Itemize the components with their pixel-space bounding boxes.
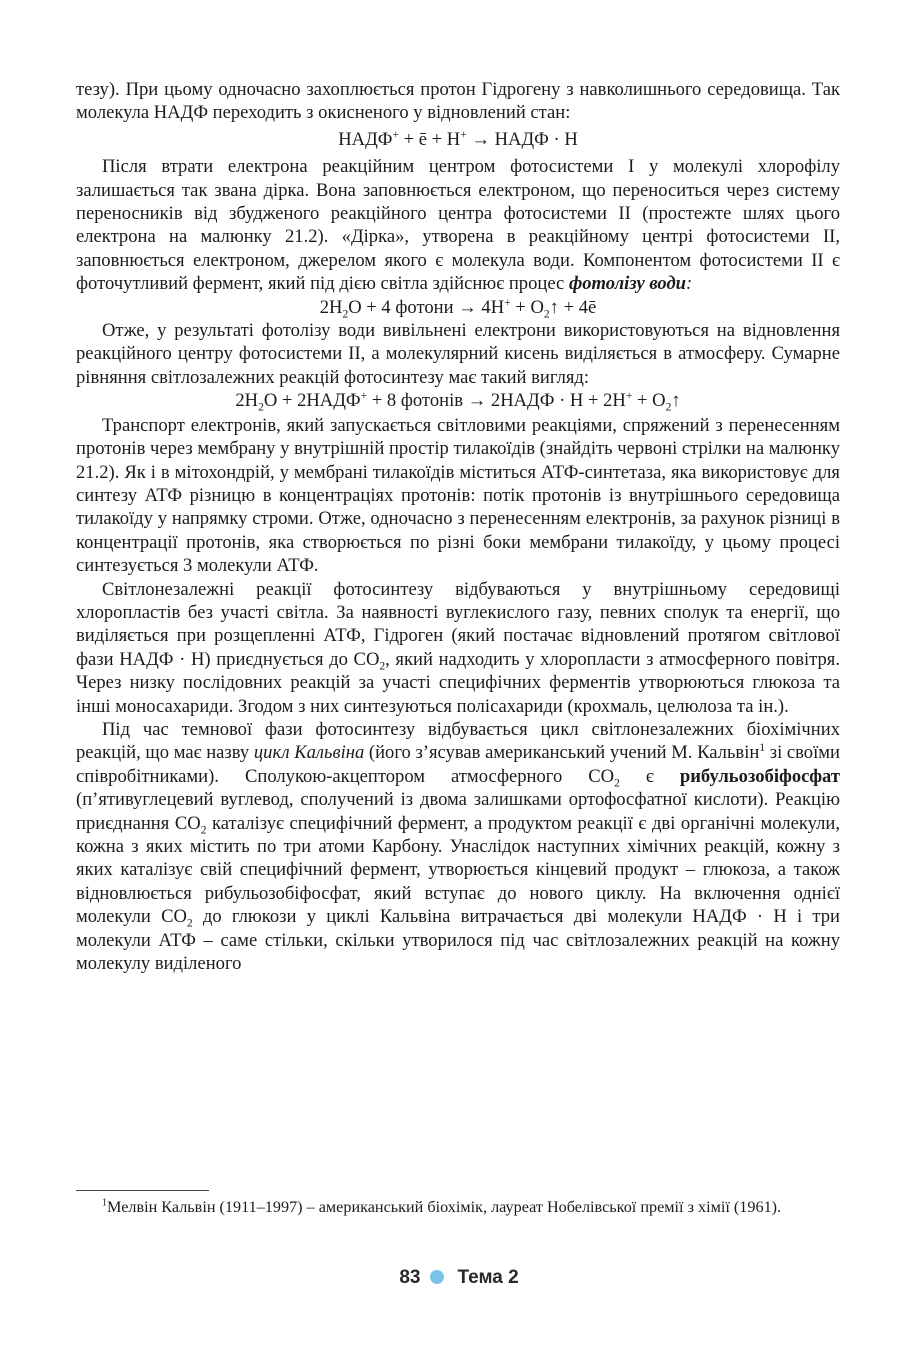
footnote-number: 1	[102, 1197, 108, 1209]
term-photolysis: фотолізу води	[568, 273, 687, 295]
paragraph-2: Після втрати електрона реакційним центром фотосистеми I у молекулі хлорофілу залишається так звана дірка. Вона заповнюється електроном, що переноситься через систему переносників від збудженого реакційного центра фотосистеми II (простежте шлях цього електрона на малюнку 21.2). «Дірка», утворена в реакційному центрі фотосистеми II, заповнюється електроном, джерелом якого є молекула води. Компонентом фотосистеми II є фоточутливий фермент, який під дією світла здійснює процес фотолізу води:	[76, 156, 840, 295]
page-number: 83	[399, 1267, 421, 1288]
paragraph-5: Світлонезалежні реакції фотосинтезу відбуваються у внутрішньому середовищі хлоропластів без участі світла. За наявності вуглекислого газу, певних сполук та енергії, що виділяється при розщепленні АТФ, Гідроген (який постачає відновлений протягом світлової фази НАДФ · H) приєднується до $CO_2$, який надходить у хлоропласти з атмосферного повітря. Через низку послідовних реакцій за участі специфічних ферментів утворюються глюкоза та інші моносахариди. Згодом з них синтезуються полісахариди (крохмаль, целюлоза та ін.).	[76, 578, 840, 717]
equation-nadp-reduction: НАДФ+ + ē + H+ → НАДФ · H	[338, 128, 578, 150]
paragraph-3: Отже, у результаті фотолізу води вивільнені електрони використовуються на відновлення реакційного центру фотосистеми II, а молекулярний кисень виділяється в атмосферу. Сумарне рівняння світлозалежних реакцій фотосинтезу має такий вигляд:	[76, 320, 840, 388]
term-ribulose-bisphosphate: рибульозобіфосфат	[679, 765, 841, 787]
term-calvin-cycle: цикл Кальвіна	[253, 742, 365, 764]
equation-light-reactions: $2H_2O$ + 2НАДФ+ + 8 фотонів → 2НАДФ · $H + 2H^+ + O_2↑$	[235, 390, 681, 414]
topic-label: Тема 2	[457, 1267, 519, 1288]
paragraph-6: Під час темнової фази фотосинтезу відбувається цикл світлонезалежних біохімічних реакцій, що має назву цикл Кальвіна (його з’ясував американський учений М. Кальвін$^1$ зі своїми співробітниками). Сполукою-акцептором атмосферного $CO_2$ є рибульозобіфосфат (п’ятивуглецевий вуглевод, сполучений із двома залишками ортофосфатної кислоти). Реакцію приєднання $CO_2$ каталізує специфічний фермент, а продуктом реакції є дві органічні молекули, кожна з яких містить по три атоми Карбону. Унаслідок наступних хімічних реакцій, кожну з яких каталізує свій специфічний фермент, утворюється кінцевий продукт – глюкоза, а також відновлюється рибульозобіфосфат, який вступає до нового циклу. На включення однієї молекули $CO_2$ до глюкози у циклі Кальвіна витрачається дві молекули НАДФ · H і три молекули АТФ – саме стільки, скільки утворилося під час світлозалежних реакцій на кожну молекулу виділеного	[76, 718, 841, 975]
bullet-dot-icon	[430, 1270, 444, 1284]
footnote-divider	[76, 1190, 209, 1191]
footnote: $^1$Мелвін Кальвін (1911–1997) – американський біохімік, лауреат Нобелівської премії з хімії (1961).	[102, 1197, 782, 1216]
footnote-ref: 1	[759, 742, 766, 755]
page-body	[76, 78, 840, 975]
page-footer	[0, 1267, 918, 1289]
paragraph-1: тезу). При цьому одночасно захоплюється протон Гідрогену з навколишнього середовища. Так молекула НАДФ переходить з окисненого у відновлений стан:	[76, 79, 840, 124]
equation-photolysis: $2H_2O + 4$ фотони → $4H^+ + O_2↑$ + 4ē	[319, 296, 597, 321]
paragraph-4: Транспорт електронів, який запускається світловими реакціями, спряжений з перенесенням протонів через мембрану у внутрішній простір тилакоїдів (знайдіть червоні стрілки на малюнку 21.2). Як і в мітохондрій, у мембрані тилакоїдів міститься АТФ-синтетаза, яка використовує для синтезу АТФ різницю в концентраціях протонів: потік протонів із внутрішнього середовища тилакоїду у напрямку строми. Отже, одночасно з перенесенням електронів, за рахунок різниці в концентрації протонів, яка створюється по різні боки мембрани тилакоїду, у цьому процесі синтезується 3 молекули АТФ.	[76, 414, 840, 577]
